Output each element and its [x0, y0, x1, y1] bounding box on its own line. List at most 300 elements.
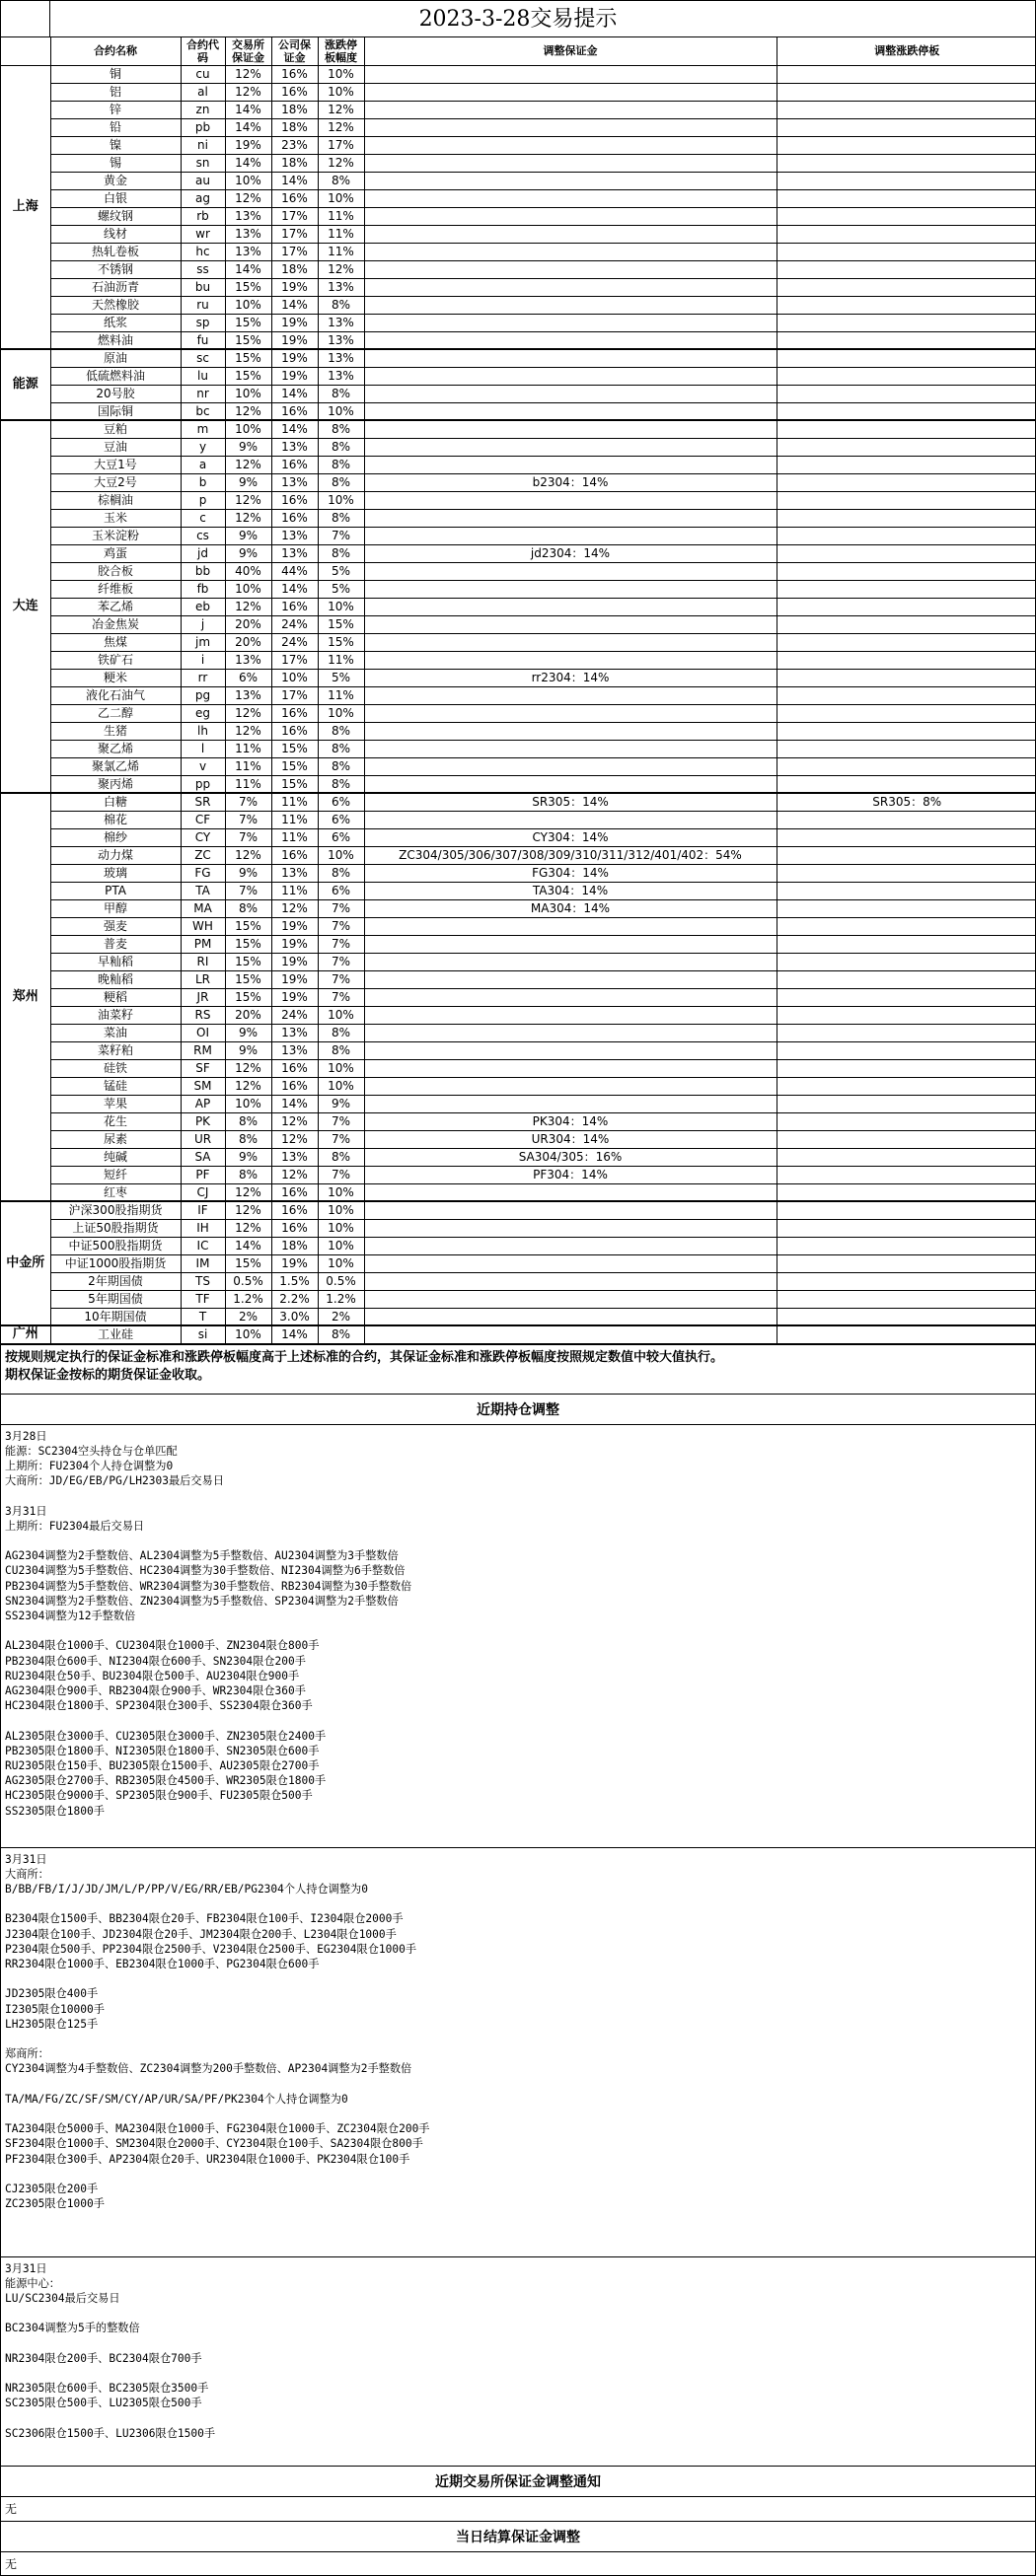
adjusted-margin	[364, 172, 777, 189]
price-limit: 8%	[318, 740, 364, 757]
contract-name: 短纤	[50, 1166, 181, 1183]
adjusted-limit	[777, 260, 1036, 278]
company-margin: 17%	[271, 207, 318, 225]
contract-code: PF	[181, 1166, 225, 1183]
price-limit: 7%	[318, 970, 364, 988]
contract-name: 聚丙烯	[50, 775, 181, 793]
contract-code: m	[181, 420, 225, 438]
company-margin: 19%	[271, 953, 318, 970]
table-row	[1, 1219, 1036, 1237]
adjusted-margin: b2304：14%	[364, 473, 777, 491]
company-margin: 2.2%	[271, 1290, 318, 1308]
contract-code: pp	[181, 775, 225, 793]
adjusted-limit	[777, 775, 1036, 793]
exchange-margin: 20%	[225, 615, 271, 633]
exchange-margin: 13%	[225, 686, 271, 704]
contract-name: 红枣	[50, 1183, 181, 1201]
company-margin: 14%	[271, 580, 318, 598]
price-limit: 11%	[318, 207, 364, 225]
adjusted-margin	[364, 1006, 777, 1024]
contract-code: si	[181, 1325, 225, 1343]
adjusted-limit	[777, 1006, 1036, 1024]
price-limit: 10%	[318, 1059, 364, 1077]
contract-code: eg	[181, 704, 225, 722]
adjusted-limit	[777, 207, 1036, 225]
adjusted-margin	[364, 953, 777, 970]
price-limit: 7%	[318, 935, 364, 953]
header-adj-limit: 调整涨跌停板	[777, 37, 1036, 65]
company-margin: 16%	[271, 491, 318, 509]
price-limit: 8%	[318, 456, 364, 473]
adjusted-limit	[777, 331, 1036, 349]
company-margin: 14%	[271, 296, 318, 314]
contract-name: 普麦	[50, 935, 181, 953]
contract-name: 铝	[50, 83, 181, 101]
table-row	[1, 1272, 1036, 1290]
price-limit: 7%	[318, 527, 364, 544]
contract-name: 焦煤	[50, 633, 181, 651]
table-row	[1, 615, 1036, 633]
table-row	[1, 402, 1036, 420]
company-margin: 10%	[271, 669, 318, 686]
contract-name: 铅	[50, 118, 181, 136]
settlement-heading: 当日结算保证金调整	[1, 2521, 1035, 2552]
contract-name: 聚氯乙烯	[50, 757, 181, 775]
table-row	[1, 864, 1036, 882]
adjusted-limit	[777, 136, 1036, 154]
contract-name: 苹果	[50, 1095, 181, 1112]
price-limit: 8%	[318, 438, 364, 456]
price-limit: 10%	[318, 846, 364, 864]
table-row	[1, 509, 1036, 527]
table-row	[1, 243, 1036, 260]
adjusted-limit	[777, 1130, 1036, 1148]
contract-code: WH	[181, 917, 225, 935]
adjusted-margin: SA304/305：16%	[364, 1148, 777, 1166]
adjusted-margin	[364, 580, 777, 598]
price-limit: 11%	[318, 243, 364, 260]
contract-code: MA	[181, 899, 225, 917]
price-limit: 10%	[318, 1237, 364, 1254]
table-row	[1, 811, 1036, 828]
contract-name: 石油沥青	[50, 278, 181, 296]
adjusted-limit	[777, 527, 1036, 544]
price-limit: 8%	[318, 296, 364, 314]
contract-code: LR	[181, 970, 225, 988]
contract-name: 燃料油	[50, 331, 181, 349]
table-row	[1, 367, 1036, 385]
adjusted-margin	[364, 1095, 777, 1112]
company-margin: 19%	[271, 349, 318, 367]
contract-code: T	[181, 1308, 225, 1325]
adjusted-limit	[777, 1183, 1036, 1201]
adjusted-margin	[364, 1059, 777, 1077]
company-margin: 19%	[271, 1254, 318, 1272]
table-row	[1, 314, 1036, 331]
exchange-margin: 9%	[225, 1041, 271, 1059]
contract-name: 上证50股指期货	[50, 1219, 181, 1237]
contract-name: 玻璃	[50, 864, 181, 882]
company-margin: 16%	[271, 189, 318, 207]
adjusted-limit	[777, 367, 1036, 385]
price-limit: 8%	[318, 757, 364, 775]
company-margin: 18%	[271, 101, 318, 118]
exchange-margin: 20%	[225, 633, 271, 651]
exchange-margin: 8%	[225, 1166, 271, 1183]
company-margin: 18%	[271, 260, 318, 278]
company-margin: 19%	[271, 935, 318, 953]
table-row	[1, 722, 1036, 740]
contract-name: 国际铜	[50, 402, 181, 420]
company-margin: 1.5%	[271, 1272, 318, 1290]
exchange-margin: 12%	[225, 65, 271, 83]
table-row	[1, 385, 1036, 402]
contract-code: au	[181, 172, 225, 189]
price-limit: 7%	[318, 917, 364, 935]
contract-code: IM	[181, 1254, 225, 1272]
table-row	[1, 101, 1036, 118]
page-title: 2023-3-28交易提示	[418, 7, 618, 32]
adjusted-limit	[777, 385, 1036, 402]
company-margin: 17%	[271, 243, 318, 260]
adjusted-limit	[777, 349, 1036, 367]
table-row	[1, 935, 1036, 953]
table-row	[1, 189, 1036, 207]
price-limit: 12%	[318, 154, 364, 172]
adjusted-margin	[364, 1041, 777, 1059]
company-margin: 18%	[271, 1237, 318, 1254]
adjusted-margin	[364, 1219, 777, 1237]
company-margin: 19%	[271, 314, 318, 331]
settlement-text: 无	[1, 2552, 1035, 2576]
price-limit: 8%	[318, 1024, 364, 1041]
price-limit: 10%	[318, 189, 364, 207]
contract-code: ss	[181, 260, 225, 278]
contract-name: 苯乙烯	[50, 598, 181, 615]
adjusted-limit	[777, 154, 1036, 172]
adjusted-limit	[777, 757, 1036, 775]
price-limit: 8%	[318, 775, 364, 793]
contract-name: 纸浆	[50, 314, 181, 331]
contract-name: 冶金焦炭	[50, 615, 181, 633]
contract-code: nr	[181, 385, 225, 402]
exchange-margin: 15%	[225, 367, 271, 385]
table-row	[1, 1166, 1036, 1183]
company-margin: 18%	[271, 118, 318, 136]
adjusted-margin	[364, 314, 777, 331]
contract-name: 玉米	[50, 509, 181, 527]
header-ex-margin: 交易所保证金	[225, 37, 271, 65]
company-margin: 16%	[271, 722, 318, 740]
company-margin: 13%	[271, 544, 318, 562]
exchange-margin: 2%	[225, 1308, 271, 1325]
exchange-notice-heading: 近期交易所保证金调整通知	[1, 2466, 1035, 2497]
contract-code: j	[181, 615, 225, 633]
price-limit: 9%	[318, 1095, 364, 1112]
adjusted-limit	[777, 740, 1036, 757]
company-margin: 44%	[271, 562, 318, 580]
table-row	[1, 633, 1036, 651]
adjusted-limit: SR305：8%	[777, 793, 1036, 811]
table-row	[1, 1308, 1036, 1325]
price-limit: 1.2%	[318, 1290, 364, 1308]
contract-name: 2年期国债	[50, 1272, 181, 1290]
table-row	[1, 491, 1036, 509]
contract-code: CY	[181, 828, 225, 846]
adjusted-limit	[777, 420, 1036, 438]
exchange-margin: 10%	[225, 420, 271, 438]
exchange-margin: 19%	[225, 136, 271, 154]
table-row	[1, 562, 1036, 580]
exchange-margin: 14%	[225, 260, 271, 278]
company-margin: 14%	[271, 385, 318, 402]
contract-name: 沪深300股指期货	[50, 1201, 181, 1219]
price-limit: 6%	[318, 882, 364, 899]
contract-name: 鸡蛋	[50, 544, 181, 562]
table-row	[1, 1183, 1036, 1201]
exchange-label: 能源	[1, 349, 50, 420]
adjusted-margin	[364, 1077, 777, 1095]
exchange-margin: 11%	[225, 740, 271, 757]
company-margin: 3.0%	[271, 1308, 318, 1325]
exchange-margin: 12%	[225, 1219, 271, 1237]
adjusted-limit	[777, 651, 1036, 669]
contract-name: 大豆1号	[50, 456, 181, 473]
contract-code: TS	[181, 1272, 225, 1290]
adjusted-limit	[777, 1308, 1036, 1325]
adjusted-margin	[364, 331, 777, 349]
price-limit: 8%	[318, 420, 364, 438]
exchange-margin: 15%	[225, 917, 271, 935]
contract-code: zn	[181, 101, 225, 118]
price-limit: 5%	[318, 669, 364, 686]
company-margin: 16%	[271, 598, 318, 615]
contract-name: 铜	[50, 65, 181, 83]
adjusted-limit	[777, 970, 1036, 988]
adjusted-margin	[364, 118, 777, 136]
contract-code: v	[181, 757, 225, 775]
header-co-margin: 公司保证金	[271, 37, 318, 65]
exchange-margin: 20%	[225, 1006, 271, 1024]
price-limit: 6%	[318, 793, 364, 811]
adjusted-limit	[777, 669, 1036, 686]
adjusted-limit	[777, 633, 1036, 651]
contract-code: jm	[181, 633, 225, 651]
adjusted-limit	[777, 1219, 1036, 1237]
company-margin: 16%	[271, 83, 318, 101]
adjusted-margin	[364, 757, 777, 775]
exchange-margin: 12%	[225, 846, 271, 864]
table-row	[1, 651, 1036, 669]
header-adj-margin: 调整保证金	[364, 37, 777, 65]
table-row	[1, 544, 1036, 562]
table-row	[1, 331, 1036, 349]
company-margin: 16%	[271, 456, 318, 473]
company-margin: 11%	[271, 828, 318, 846]
price-limit: 13%	[318, 367, 364, 385]
table-row	[1, 349, 1036, 367]
adjusted-limit	[777, 83, 1036, 101]
company-margin: 13%	[271, 473, 318, 491]
adjusted-margin	[364, 970, 777, 988]
contract-name: 大豆2号	[50, 473, 181, 491]
contract-name: 甲醇	[50, 899, 181, 917]
header-exchange	[1, 37, 50, 65]
contract-code: PK	[181, 1112, 225, 1130]
contract-name: 晚籼稻	[50, 970, 181, 988]
price-limit: 8%	[318, 1325, 364, 1343]
table-row	[1, 899, 1036, 917]
adjusted-limit	[777, 828, 1036, 846]
company-margin: 24%	[271, 633, 318, 651]
adjusted-limit	[777, 243, 1036, 260]
exchange-margin: 14%	[225, 1237, 271, 1254]
adjusted-limit	[777, 1272, 1036, 1290]
contract-name: 镍	[50, 136, 181, 154]
adjusted-margin: rr2304：14%	[364, 669, 777, 686]
adjusted-limit	[777, 615, 1036, 633]
adjusted-margin: SR305：14%	[364, 793, 777, 811]
contract-code: sn	[181, 154, 225, 172]
exchange-margin: 12%	[225, 1183, 271, 1201]
table-row	[1, 775, 1036, 793]
company-margin: 16%	[271, 1077, 318, 1095]
contract-code: PM	[181, 935, 225, 953]
contract-name: 聚乙烯	[50, 740, 181, 757]
price-limit: 7%	[318, 1130, 364, 1148]
contract-code: wr	[181, 225, 225, 243]
price-limit: 10%	[318, 1219, 364, 1237]
company-margin: 16%	[271, 1219, 318, 1237]
exchange-margin: 7%	[225, 811, 271, 828]
table-row	[1, 456, 1036, 473]
exchange-margin: 13%	[225, 225, 271, 243]
adjusted-limit	[777, 1325, 1036, 1343]
contract-code: p	[181, 491, 225, 509]
adjusted-limit	[777, 1166, 1036, 1183]
contract-code: CF	[181, 811, 225, 828]
exchange-margin: 10%	[225, 296, 271, 314]
exchange-margin: 8%	[225, 1130, 271, 1148]
exchange-margin: 10%	[225, 1095, 271, 1112]
price-limit: 11%	[318, 651, 364, 669]
contract-code: ZC	[181, 846, 225, 864]
position-adjust-block-dce-czce: 3月31日 大商所： B/BB/FB/I/J/JD/JM/L/P/PP/V/EG/RR/EB/PG2304个人持仓调整为0 B2304限仓1500手、BB2304限仓20手、FB2304限仓100手、I2304限仓2000手 J2304限仓100手、JD2304限仓20手、JM2304限仓200手、L2304限仓1000手 P2304限仓500手、PP2304限仓2500手、V2304限仓2500手、EG2304限仓1000手 RR2304限仓1000手、EB2304限仓1000手、PG2304限仓600手 JD2305限仓400手 I2305限仓10000手 LH2305限仓125手 郑商所： CY2304调整为4手整数倍、ZC2304调整为200手整数倍、AP2304调整为2手整数倍 TA/MA/FG/ZC/SF/SM/CY/AP/UR/SA/PF/PK2304个人持仓调整为0 TA2304限仓5000手、MA2304限仓1000手、FG2304限仓1000手、ZC2304限仓200手 SF2304限仓1000手、SM2304限仓2000手、CY2304限仓100手、SA2304限仓800手 PF2304限仓300手、AP2304限仓20手、UR2304限仓1000手、PK2304限仓100手 CJ2305限仓200手 ZC2305限仓1000手	[5, 1852, 430, 2211]
price-limit: 12%	[318, 260, 364, 278]
adjusted-margin	[364, 704, 777, 722]
adjusted-limit	[777, 1254, 1036, 1272]
company-margin: 19%	[271, 988, 318, 1006]
exchange-margin: 7%	[225, 828, 271, 846]
exchange-margin: 11%	[225, 775, 271, 793]
adjusted-margin	[364, 349, 777, 367]
contract-name: 黄金	[50, 172, 181, 189]
adjusted-margin	[364, 527, 777, 544]
company-margin: 16%	[271, 846, 318, 864]
adjusted-limit	[777, 544, 1036, 562]
exchange-margin: 12%	[225, 722, 271, 740]
company-margin: 19%	[271, 278, 318, 296]
exchange-margin: 12%	[225, 189, 271, 207]
price-limit: 7%	[318, 899, 364, 917]
contract-code: b	[181, 473, 225, 491]
contract-code: lh	[181, 722, 225, 740]
price-limit: 10%	[318, 402, 364, 420]
exchange-margin: 0.5%	[225, 1272, 271, 1290]
table-header-row	[1, 37, 1036, 65]
exchange-margin: 40%	[225, 562, 271, 580]
table-row	[1, 296, 1036, 314]
adjusted-limit	[777, 491, 1036, 509]
adjusted-margin	[364, 456, 777, 473]
contract-code: lu	[181, 367, 225, 385]
contract-name: 生猪	[50, 722, 181, 740]
adjusted-margin	[364, 136, 777, 154]
price-limit: 8%	[318, 544, 364, 562]
contract-code: sp	[181, 314, 225, 331]
adjusted-margin	[364, 988, 777, 1006]
contract-name: 不锈钢	[50, 260, 181, 278]
price-limit: 10%	[318, 1201, 364, 1219]
page-title-bar	[1, 0, 1035, 37]
adjusted-limit	[777, 296, 1036, 314]
contract-name: 原油	[50, 349, 181, 367]
adjusted-margin	[364, 651, 777, 669]
company-margin: 19%	[271, 917, 318, 935]
adjusted-limit	[777, 509, 1036, 527]
contract-code: RS	[181, 1006, 225, 1024]
table-row	[1, 917, 1036, 935]
exchange-margin: 14%	[225, 101, 271, 118]
price-limit: 10%	[318, 1006, 364, 1024]
adjusted-limit	[777, 473, 1036, 491]
adjusted-margin: PF304：14%	[364, 1166, 777, 1183]
adjusted-limit	[777, 1201, 1036, 1219]
exchange-margin: 14%	[225, 154, 271, 172]
price-limit: 8%	[318, 1148, 364, 1166]
contract-code: pg	[181, 686, 225, 704]
table-row	[1, 704, 1036, 722]
contract-code: y	[181, 438, 225, 456]
price-limit: 10%	[318, 65, 364, 83]
company-margin: 14%	[271, 1325, 318, 1343]
company-margin: 15%	[271, 757, 318, 775]
table-row	[1, 1024, 1036, 1041]
rule-note-line: 期权保证金按标的期货保证金收取。	[5, 1367, 211, 1383]
exchange-label: 上海	[1, 65, 50, 349]
contract-code: TF	[181, 1290, 225, 1308]
price-limit: 8%	[318, 864, 364, 882]
company-margin: 12%	[271, 1166, 318, 1183]
price-limit: 13%	[318, 314, 364, 331]
exchange-label: 中金所	[1, 1201, 50, 1325]
adjusted-margin: TA304：14%	[364, 882, 777, 899]
contract-name: 纯碱	[50, 1148, 181, 1166]
adjusted-margin	[364, 686, 777, 704]
contract-name: 锰硅	[50, 1077, 181, 1095]
adjusted-limit	[777, 1112, 1036, 1130]
exchange-margin: 10%	[225, 1325, 271, 1343]
adjusted-margin	[364, 615, 777, 633]
table-row	[1, 118, 1036, 136]
company-margin: 13%	[271, 1024, 318, 1041]
adjusted-limit	[777, 899, 1036, 917]
adjusted-limit	[777, 580, 1036, 598]
margin-table	[1, 37, 1036, 1344]
price-limit: 6%	[318, 828, 364, 846]
contract-code: SR	[181, 793, 225, 811]
contract-code: AP	[181, 1095, 225, 1112]
